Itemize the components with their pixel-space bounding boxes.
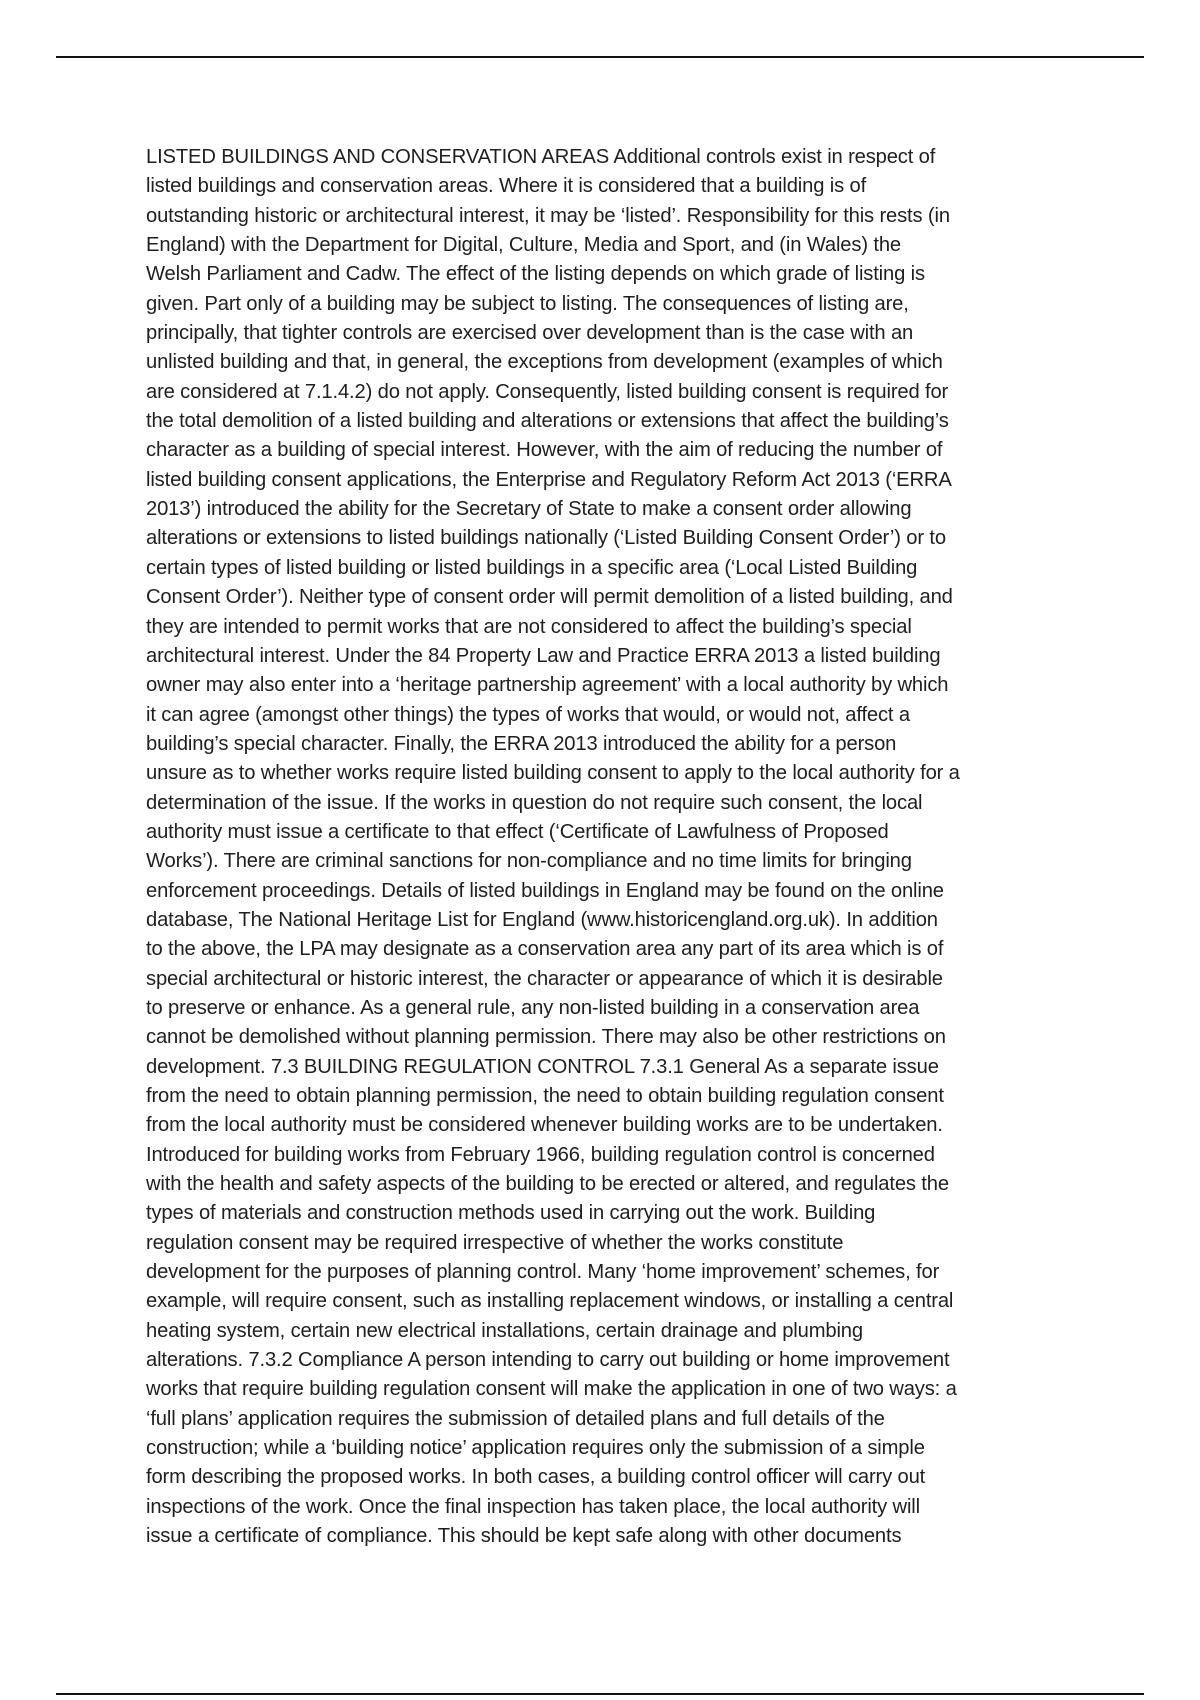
text-line: Welsh Parliament and Cadw. The effect of the listing depends on which grade of listing is [146,263,925,286]
text-line: outstanding historic or architectural interest, it may be ‘listed’. Responsibility for this rests (in [146,204,950,227]
text-line: architectural interest. Under the 84 Property Law and Practice ERRA 2013 a listed building [146,644,941,667]
text-line: to preserve or enhance. As a general rule, any non-listed building in a conservation area [146,996,920,1019]
text-line: the total demolition of a listed building and alterations or extensions that affect the building’s [146,410,949,433]
text-line: Consent Order’). Neither type of consent order will permit demolition of a listed building, and [146,586,953,609]
text-line: building’s special character. Finally, the ERRA 2013 introduced the ability for a person [146,732,897,755]
text-line: regulation consent may be required irrespective of whether the works constitute [146,1231,844,1254]
top-rule [56,56,1144,58]
text-line: Introduced for building works from February 1966, building regulation control is concerned [146,1143,935,1166]
bottom-rule [56,1693,1144,1695]
body-paragraph [146,143,1084,1552]
text-line: types of materials and construction methods used in carrying out the work. Building [146,1202,876,1225]
text-line: given. Part only of a building may be subject to listing. The consequences of listing are, [146,292,909,315]
text-line: alterations. 7.3.2 Compliance A person intending to carry out building or home improvement [146,1349,950,1372]
text-line: Works’). There are criminal sanctions for non-compliance and no time limits for bringing [146,850,912,873]
text-line: unsure as to whether works require listed building consent to apply to the local authority for a [146,762,960,785]
text-line: inspections of the work. Once the final inspection has taken place, the local authority will [146,1495,920,1518]
text-line: it can agree (amongst other things) the types of works that would, or would not, affect a [146,703,910,726]
text-line: from the need to obtain planning permission, the need to obtain building regulation consent [146,1085,944,1107]
text-line: enforcement proceedings. Details of listed buildings in England may be found on the online [146,879,944,902]
text-line: issue a certificate of compliance. This should be kept safe along with other documents [146,1525,902,1548]
text-line: they are intended to permit works that are not considered to affect the building’s special [146,615,912,638]
text-line: to the above, the LPA may designate as a conservation area any part of its area which is of [146,938,944,961]
text-line: England) with the Department for Digital, Culture, Media and Sport, and (in Wales) the [146,234,901,257]
text-line: character as a building of special interest. However, with the aim of reducing the number of [146,439,943,462]
text-line: authority must issue a certificate to that effect (‘Certificate of Lawfulness of Proposed [146,820,889,843]
text-line: construction; while a ‘building notice’ application requires only the submission of a simple [146,1437,925,1460]
text-line: development. 7.3 BUILDING REGULATION CONTROL 7.3.1 General As a separate issue [146,1055,939,1078]
text-line: works that require building regulation consent will make the application in one of two ways: a [146,1378,957,1401]
text-line: certain types of listed building or listed buildings in a specific area (‘Local Listed Building [146,556,918,579]
text-line: principally, that tighter controls are exercised over development than is the case with an [146,322,914,345]
text-line: heating system, certain new electrical installations, certain drainage and plumbing [146,1319,863,1342]
text-line: development for the purposes of planning control. Many ‘home improvement’ schemes, for [146,1261,940,1284]
text-line: owner may also enter into a ‘heritage partnership agreement’ with a local authority by which [146,674,949,697]
text-line: example, will require consent, such as installing replacement windows, or installing a central [146,1290,954,1313]
text-line: are considered at 7.1.4.2) do not apply. Consequently, listed building consent is required for [146,380,949,403]
text-line: with the health and safety aspects of the building to be erected or altered, and regulates the [146,1173,949,1196]
text-line: from the local authority must be considered whenever building works are to be undertaken. [146,1114,943,1137]
text-line: listed building consent applications, the Enterprise and Regulatory Reform Act 2013 (‘ERRA [146,468,952,491]
text-line: ‘full plans’ application requires the submission of detailed plans and full details of the [146,1407,885,1430]
text-line: cannot be demolished without planning permission. There may also be other restrictions on [146,1026,946,1049]
text-line: listed buildings and conservation areas. Where it is considered that a building is of [146,175,867,198]
text-line: unlisted building and that, in general, the exceptions from development (examples of which [146,351,943,374]
text-line: database, The National Heritage List for England (www.historicengland.org.uk). In addition [146,908,938,931]
text-line: determination of the issue. If the works in question do not require such consent, the local [146,791,923,814]
text-line: alterations or extensions to listed buildings nationally (‘Listed Building Consent Order’) or to [146,527,946,550]
text-line: form describing the proposed works. In both cases, a building control officer will carry out [146,1466,926,1489]
text-line: special architectural or historic interest, the character or appearance of which it is desirable [146,967,943,990]
text-line: LISTED BUILDINGS AND CONSERVATION AREAS Additional controls exist in respect of [146,146,936,168]
text-line: 2013’) introduced the ability for the Secretary of State to make a consent order allowing [146,498,912,521]
document-body [146,143,1084,1552]
